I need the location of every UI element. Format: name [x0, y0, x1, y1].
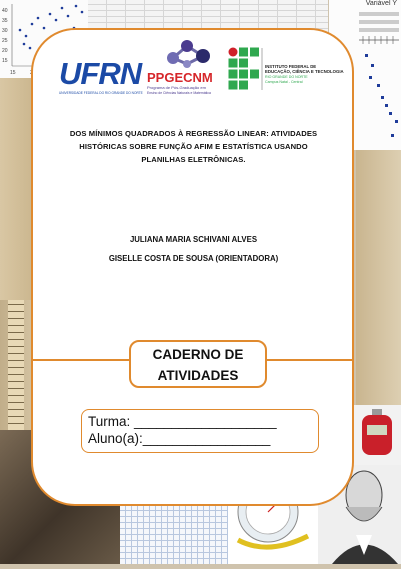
booklet-label-line-1: CADERNO DE [152, 347, 244, 362]
ufrn-logo [59, 54, 143, 103]
student-field[interactable]: Aluno(a):_________________ [88, 431, 271, 446]
booklet-label-box [129, 340, 267, 388]
background-ruler [8, 300, 24, 430]
logos-row [33, 30, 352, 110]
ppgecnm-wordmark: PPGECNM [147, 70, 213, 85]
class-field[interactable]: Turma: ___________________ [88, 414, 277, 429]
author-name: JULIANA MARIA SCHIVANI ALVES [129, 235, 258, 244]
ufrn-caption: UNIVERSIDADE FEDERAL DO RIO GRANDE DO NORTE [59, 91, 143, 95]
booklet-label-line-2: ATIVIDADES [157, 368, 239, 383]
x-tick: 15 [10, 70, 16, 76]
ppgecnm-caption-1: Programa de Pós-Graduação em [147, 85, 206, 90]
y-tick: 25 [2, 38, 8, 44]
background-old-document [356, 150, 401, 410]
ppgecnm-logo-svg [143, 36, 233, 106]
ppgecnm-caption-2: Ensino de Ciências Naturais e Matemática [147, 91, 211, 95]
ifrn-line-1: INSTITUTO FEDERAL DE [265, 64, 317, 69]
ufrn-wordmark: UFRN [59, 56, 142, 91]
student-info-box [81, 409, 319, 453]
y-tick: 20 [2, 48, 8, 54]
background-stopwatch [352, 405, 401, 465]
ifrn-logo-svg [227, 46, 344, 106]
stopwatch-icon [352, 405, 401, 465]
document-title: DOS MÍNIMOS QUADRADOS À REGRESSÃO LINEAR: ATIVIDADES HISTÓRICAS SOBRE FUNÇÃO AFIM E ESTATÍSTICA USANDO PLANILHAS ELETRÔNICAS. [69, 129, 318, 164]
advisor-name: GISELLE COSTA DE SOUSA (ORIENTADORA) [108, 254, 279, 263]
ifrn-line-2: EDUCAÇÃO, CIÊNCIA E TECNOLOGIA [265, 69, 344, 74]
y-tick: 35 [2, 18, 8, 24]
y-tick: 30 [2, 28, 8, 34]
ifrn-logo [227, 46, 344, 106]
cover-card [31, 28, 354, 506]
y-tick: 40 [2, 8, 8, 14]
ifrn-line-3: RIO GRANDE DO NORTE [265, 75, 308, 79]
ifrn-line-4: Campus Natal - Central [265, 80, 303, 84]
ufrn-logo-svg [59, 54, 143, 98]
y-tick: 15 [2, 58, 8, 64]
ppgecnm-logo [143, 36, 233, 106]
chart-axis-label: Variável Y [365, 0, 397, 7]
